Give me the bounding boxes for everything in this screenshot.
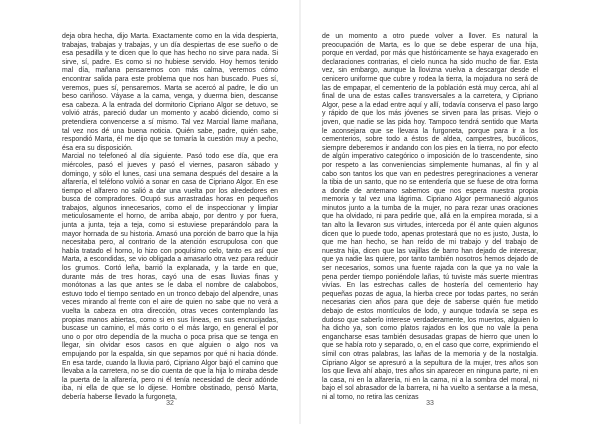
right-page: [300, 0, 600, 424]
paragraph: de un momento a otro puede volver a llover. Es natural la preocupación de Marta, es lo que se debe esperar de una hija, porque en verdad, por más que históricamente se haya exagerado en declaraciones contrarias, el cielo nunca ha sido mucho de fiar. Esta vez, sin embargo, aunque la llovizna vuelva a descargar desde el cenicero uniforme que cubre y rodea la tierra, la mojadura no será de las de empapar, el cementerio de la población está muy cerca, ahí al final de una de estas calles transversales a la carretera, y Cipriano Algor, pese a la edad entre aquí y allí, todavía conserva el paso largo y rápido de que los más jóvenes se sirven para las prisas. Viejo o joven, que nadie se las pida hoy. Tampoco tendrá sentido que Marta le aconsejara que se llevara la furgoneta, porque para ir a los cementerios, sobre todo a éstos de aldea, campestres, bucólicos, siempre deberemos ir andando con los pies en la tierra, no por efecto de algún imperativo categórico o imposición de lo trascendente, sino por respeto a las conveniencias simplemente humanas, al fin y al cabo son tantos los que van en pedestres peregrinaciones a venerar la tibia de un santo, que no se entendería que se fuese de otra forma a donde de antemano sabemos que nos espera nuestra propia memoria y tal vez una lágrima. Cipriano Algor permaneció algunos minutos junto a la tumba de la mujer, no para rezar unas oraciones que ha olvidado, ni para pedirle que, allá en la empírea morada, si a tan alto la llevaron sus virtudes, interceda por él ante quien algunos dicen que lo puede todo, apenas protestará que no es justo, Justa, lo que me han hecho, se han reído de mi trabajo y del trabajo de nuestra hija, dicen que las vajillas de barro han dejado de interesar, que ya nadie las quiere, por tanto también nosotros hemos dejado de ser necesarios, somos una fuente rajada con la que ya no vale la pena perder tiempo poniéndole lañas, tú tuviste más suerte mientras vivías. En las estrechas calles de hostería del cementerio hay pequeñas pozas de agua, la hierba crece por todas partes, no serán necesarias cien años para que deje de saberse quién fue metido debajo de estos montículos de lodo, y aunque todavía se sepa es dudoso que saberlo interese verdaderamente, los muertos, alguien lo ha dicho ya, son como platos rajados en los que no vale la pena engancharse esas también desusadas grapas de hierro que unen lo que se había roto y separado, o, en el caso que corre, exprimiendo el símil con otras palabras, las lañas de la memoria y de la nostalgia. Cipriano Algor se apresuró a la sepultura de la mujer, tres años son los que lleva ahí abajo, tres años sin aparecer en ninguna parte, ni en la casa, ni en la alfarería, ni en la cama, ni a la sombra del moral, ni bajo el sol abrasador de la barrera, ni ha vuelto a sentarse a la mesa, ni al torno, no retira las cenizas: [322, 33, 538, 401]
left-page-text: [62, 33, 278, 403]
paragraph: Marcial no telefoneó al día siguiente. Pasó todo ese día, que era miércoles, pasó el jueves y pasó el viernes, pasaron sábado y domingo, y sólo el lunes, casi una semana después del desaire a la alfarería, el teléfono volvió a sonar en casa de Cipriano Algor. En ese tiempo el alfarero no salió a dar una vuelta por los alrededores en busca de compradores. Ocupó sus arrastradas horas en pequeños trabajos, algunos innecesarios, como el de inspeccionar y limpiar meticulosamente el horno, de arriba abajo, por dentro y por fuera, junta a junta, teja a teja, como si estuviese preparándolo para la mayor hornada de su historia. Amasó una porción de barro que la hija necesitaba pero, al contrario de la atención escrupulosa con que había tratado el horno, lo hizo con poquísimo celo, tanto es así que Marta, a escondidas, se vio obligada a amasarlo otra vez para reducir los grumos. Cortó leña, barrió la explanada, y la tarde en que, durante más de tres horas, cayó una de esas lluvias finas y monótonas a las que antes se le daba el nombre de calabobos, estuvo todo el tiempo sentado en un tronco debajo del alpendre, unas veces mirando al frente con el aire de quien no sabe que no verá a vuelta la cabeza en otra dirección, otras veces contemplando las propias manos abiertas, como si en sus líneas, en sus encrucijadas, buscase un camino, el más corto o el más largo, en general el por uno o por otro dependía de la mucha o poca prisa que se tenga en llegar, sin olvidar esos casos en que alguien o algo nos va empujando por la espalda, sin que sepamos por qué ni hacia dónde. En esa tarde, cuando la lluvia paró, Cipriano Algor bajó el camino que llevaba a la carretera, no se dio cuenta de que la hija lo miraba desde la puerta de la alfarería, pero ni él tenía necesidad de decir adónde iba, ni ella de que se lo dijese. Hombre obstinado, pensó Marta, debería haberse llevado la furgoneta,: [62, 153, 278, 401]
right-page-text: [322, 33, 538, 403]
paragraph: deja obra hecha, dijo Marta. Exactamente como en la vida despierta, trabajas, trabajas y trabajas, y un día despiertas de ese sueño o de esa pesadilla y te dicen que lo que has hecho no sirve para nada. Si sirve, sí, padre. Es como si no hubiese servido. Hoy hemos tenido mal día, mañana pensaremos con más calma, veremos cómo encontrar salida para este problema que nos han buscado. Pues sí, veremos, pues sí, pensaremos. Marta se acercó al padre, le dio un beso cariñoso. Váyase a la cama, venga, y duerma bien, descanse esa cabeza. A la entrada del dormitorio Cipriano Algor se detuvo, se volvió atrás, pareció dudar un momento y acabó diciendo, como si pretendiera convencerse a sí mismo. Tal vez Marcial llame mañana, tal vez nos dé una buena noticia. Quién sabe, padre, quién sabe, respondió Marta, él me dijo que se tomaría la cuestión muy a pecho, ésa era su disposición.: [62, 33, 278, 152]
page-number-left: 32: [166, 400, 174, 407]
page-number-right: 33: [426, 400, 434, 407]
